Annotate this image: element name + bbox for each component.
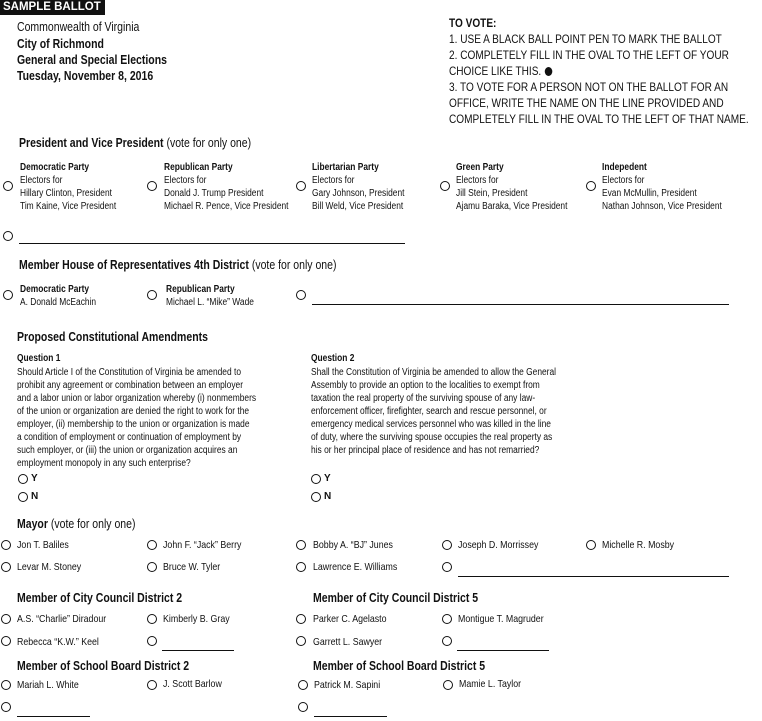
house-candidate-republican bbox=[166, 283, 254, 309]
question-2-text bbox=[311, 366, 571, 457]
house-note: (vote for only one) bbox=[251, 258, 337, 272]
question-text-line: prohibit any agreement or combination between an employer bbox=[17, 380, 244, 391]
question-text-line: of the union or organization are denied the right to work for the bbox=[17, 406, 250, 417]
council-2-oval-keel[interactable] bbox=[1, 636, 11, 646]
council-2-oval-gray[interactable] bbox=[147, 614, 157, 624]
instructions-title: TO VOTE: bbox=[449, 16, 497, 30]
question-text-line: and a labor union or labor organization whereby (i) nonmembers bbox=[17, 393, 257, 404]
president-write-in-line[interactable] bbox=[19, 243, 405, 244]
house-oval-republican[interactable] bbox=[147, 290, 157, 300]
school-5-write-in-oval[interactable] bbox=[298, 702, 308, 712]
vice-president-name: Ajamu Baraka, Vice President bbox=[456, 201, 568, 212]
question-text-line: Assembly to provide an option to the localities to exempt from bbox=[311, 380, 540, 391]
party-name: Green Party bbox=[456, 162, 504, 173]
vice-president-name: Michael R. Pence, Vice President bbox=[164, 201, 289, 212]
council-2-title: Member of City Council District 2 bbox=[17, 591, 183, 605]
instruction-2b bbox=[449, 64, 552, 78]
instruction-2a: 2. COMPLETELY FILL IN THE OVAL TO THE LEFT OF YOUR bbox=[449, 48, 729, 62]
vice-president-name: Bill Weld, Vice President bbox=[312, 201, 404, 212]
president-candidate-independent bbox=[602, 161, 722, 213]
school-2-candidate-white: Mariah L. White bbox=[17, 679, 79, 691]
council-5-write-in-line[interactable] bbox=[457, 650, 549, 651]
school-2-candidate-barlow: J. Scott Barlow bbox=[163, 678, 222, 690]
council-2-write-in-line[interactable] bbox=[162, 650, 234, 651]
candidate-name: Michael L. “Mike” Wade bbox=[166, 297, 254, 308]
party-name: Democratic Party bbox=[20, 284, 90, 295]
question-2-no-oval[interactable] bbox=[311, 492, 321, 502]
president-candidate-democratic bbox=[20, 161, 116, 213]
mayor-candidate-tyler: Bruce W. Tyler bbox=[163, 561, 221, 573]
council-2-oval-diradour[interactable] bbox=[1, 614, 11, 624]
house-write-in-line[interactable] bbox=[312, 304, 729, 305]
electors-label: Electors for bbox=[456, 175, 499, 186]
question-text-line: Should Article I of the Constitution of Virginia be amended to bbox=[17, 367, 241, 378]
president-oval-independent[interactable] bbox=[586, 181, 596, 191]
school-5-candidate-taylor: Mamie L. Taylor bbox=[459, 678, 522, 690]
mayor-candidate-berry: John F. “Jack” Berry bbox=[163, 539, 242, 551]
vice-president-name: Tim Kaine, Vice President bbox=[20, 201, 117, 212]
house-candidate-democratic bbox=[20, 283, 96, 309]
instruction-3c: COMPLETELY FILL IN THE OVAL TO THE LEFT OF THAT NAME. bbox=[449, 112, 749, 126]
president-name: Gary Johnson, President bbox=[312, 188, 405, 199]
sample-ballot-badge bbox=[0, 0, 105, 15]
question-text-line: employment monopoly in any such enterprise? bbox=[17, 458, 191, 469]
party-name: Democratic Party bbox=[20, 162, 90, 173]
council-2-candidate-diradour: A.S. “Charlie” Diradour bbox=[17, 613, 107, 625]
question-text-line: Shall the Constitution of Virginia be amended to allow the General bbox=[311, 367, 557, 378]
president-oval-green[interactable] bbox=[440, 181, 450, 191]
mayor-title bbox=[17, 517, 135, 531]
party-name: Indepedent bbox=[602, 162, 647, 173]
council-5-title: Member of City Council District 5 bbox=[313, 591, 479, 605]
question-2-yes-oval[interactable] bbox=[311, 474, 321, 484]
mayor-oval-berry[interactable] bbox=[147, 540, 157, 550]
president-candidate-republican bbox=[164, 161, 289, 213]
amendments-title: Proposed Constitutional Amendments bbox=[17, 330, 208, 344]
header-commonwealth: Commonwealth of Virginia bbox=[17, 20, 140, 34]
mayor-oval-junes[interactable] bbox=[296, 540, 306, 550]
party-name: Republican Party bbox=[164, 162, 233, 173]
school-5-write-in-line[interactable] bbox=[314, 716, 387, 717]
school-2-oval-barlow[interactable] bbox=[147, 680, 157, 690]
question-text-line: enforcement officer, firefighter, search and rescue personnel, or bbox=[311, 406, 547, 417]
mayor-candidate-morrissey: Joseph D. Morrissey bbox=[458, 539, 539, 551]
president-oval-republican[interactable] bbox=[147, 181, 157, 191]
president-title bbox=[19, 136, 251, 150]
question-1-yes-label: Y bbox=[31, 473, 38, 484]
school-2-oval-white[interactable] bbox=[1, 680, 11, 690]
mayor-candidate-mosby: Michelle R. Mosby bbox=[602, 539, 675, 551]
council-5-candidate-agelasto: Parker C. Agelasto bbox=[313, 613, 387, 625]
president-name: Donald J. Trump President bbox=[164, 188, 264, 199]
question-2-yes-label: Y bbox=[324, 473, 331, 484]
council-5-oval-sawyer[interactable] bbox=[296, 636, 306, 646]
question-text-line: employer, (ii) membership to the union or organization is made bbox=[17, 419, 250, 430]
president-name: Evan McMullin, President bbox=[602, 188, 697, 199]
mayor-write-in-oval[interactable] bbox=[442, 562, 452, 572]
council-5-candidate-magruder: Montigue T. Magruder bbox=[458, 613, 544, 625]
mayor-candidate-junes: Bobby A. “BJ” Junes bbox=[313, 539, 393, 551]
council-5-candidate-sawyer: Garrett L. Sawyer bbox=[313, 636, 383, 648]
council-5-write-in-oval[interactable] bbox=[442, 636, 452, 646]
mayor-oval-stoney[interactable] bbox=[1, 562, 11, 572]
mayor-candidate-baliles: Jon T. Baliles bbox=[17, 539, 69, 551]
house-title-text: Member House of Representatives 4th District bbox=[19, 258, 249, 272]
president-candidate-libertarian bbox=[312, 161, 404, 213]
president-note: (vote for only one) bbox=[166, 136, 252, 150]
badge-text: SAMPLE BALLOT bbox=[3, 1, 101, 13]
school-5-candidate-sapini: Patrick M. Sapini bbox=[314, 679, 381, 691]
question-1-yes-oval[interactable] bbox=[18, 474, 28, 484]
school-5-title: Member of School Board District 5 bbox=[313, 659, 486, 673]
council-2-write-in-oval[interactable] bbox=[147, 636, 157, 646]
mayor-oval-tyler[interactable] bbox=[147, 562, 157, 572]
electors-label: Electors for bbox=[312, 175, 355, 186]
question-text-line: emergency medical services personnel who was killed in the line bbox=[311, 419, 551, 430]
mayor-candidate-stoney: Levar M. Stoney bbox=[17, 561, 82, 573]
question-text-line: such employer, or (iii) the union or organization acquires an bbox=[17, 445, 238, 456]
president-oval-libertarian[interactable] bbox=[296, 181, 306, 191]
question-1-text bbox=[17, 366, 269, 470]
instruction-3a: 3. TO VOTE FOR A PERSON NOT ON THE BALLOT FOR AN bbox=[449, 80, 729, 94]
mayor-write-in-line[interactable] bbox=[458, 576, 729, 577]
house-write-in-oval[interactable] bbox=[296, 290, 306, 300]
president-candidate-green bbox=[456, 161, 567, 213]
mayor-candidate-williams: Lawrence E. Williams bbox=[313, 561, 398, 573]
question-text-line: of duty, where the surviving spouse occupies the real property as bbox=[311, 432, 553, 443]
filled-oval-example-icon bbox=[545, 67, 553, 76]
house-title bbox=[19, 258, 336, 272]
question-1-no-label: N bbox=[31, 491, 39, 502]
candidate-name: A. Donald McEachin bbox=[20, 297, 97, 308]
school-5-oval-sapini[interactable] bbox=[298, 680, 308, 690]
question-text-line: taxation the real property of the surviving spouse of any law- bbox=[311, 393, 536, 404]
vice-president-name: Nathan Johnson, Vice President bbox=[602, 201, 722, 212]
electors-label: Electors for bbox=[20, 175, 63, 186]
school-2-write-in-oval[interactable] bbox=[1, 702, 11, 712]
school-2-write-in-line[interactable] bbox=[17, 716, 90, 717]
council-5-oval-agelasto[interactable] bbox=[296, 614, 306, 624]
mayor-oval-mosby[interactable] bbox=[586, 540, 596, 550]
electors-label: Electors for bbox=[164, 175, 207, 186]
president-title-text: President and Vice President bbox=[19, 136, 164, 150]
header-election: General and Special Elections bbox=[17, 53, 167, 67]
president-name: Jill Stein, President bbox=[456, 188, 528, 199]
school-2-title: Member of School Board District 2 bbox=[17, 659, 190, 673]
party-name: Republican Party bbox=[166, 284, 235, 295]
electors-label: Electors for bbox=[602, 175, 645, 186]
question-2-no-label: N bbox=[324, 491, 332, 502]
mayor-note: (vote for only one) bbox=[50, 517, 136, 531]
president-name: Hillary Clinton, President bbox=[20, 188, 112, 199]
question-2-label: Question 2 bbox=[311, 353, 355, 364]
question-1-label: Question 1 bbox=[17, 353, 61, 364]
council-2-candidate-keel: Rebecca “K.W.” Keel bbox=[17, 636, 99, 648]
council-5-oval-magruder[interactable] bbox=[442, 614, 452, 624]
council-2-candidate-gray: Kimberly B. Gray bbox=[163, 613, 230, 625]
header-date: Tuesday, November 8, 2016 bbox=[17, 69, 154, 83]
mayor-oval-williams[interactable] bbox=[296, 562, 306, 572]
school-5-oval-taylor[interactable] bbox=[443, 680, 453, 690]
mayor-oval-morrissey[interactable] bbox=[442, 540, 452, 550]
instruction-3b: OFFICE, WRITE THE NAME ON THE LINE PROVIDED AND bbox=[449, 96, 724, 110]
house-oval-democratic[interactable] bbox=[3, 290, 13, 300]
president-write-in-oval[interactable] bbox=[3, 231, 13, 241]
president-oval-democratic[interactable] bbox=[3, 181, 13, 191]
question-text-line: a condition of employment or continuation of employment by bbox=[17, 432, 242, 443]
instruction-2b-text: CHOICE LIKE THIS. bbox=[449, 64, 542, 78]
mayor-oval-baliles[interactable] bbox=[1, 540, 11, 550]
question-text-line: his or her principal place of residence and has not remarried? bbox=[311, 445, 540, 456]
header-city: City of Richmond bbox=[17, 37, 104, 51]
mayor-title-text: Mayor bbox=[17, 517, 48, 531]
instruction-1: 1. USE A BLACK BALL POINT PEN TO MARK THE BALLOT bbox=[449, 32, 722, 46]
question-1-no-oval[interactable] bbox=[18, 492, 28, 502]
party-name: Libertarian Party bbox=[312, 162, 379, 173]
